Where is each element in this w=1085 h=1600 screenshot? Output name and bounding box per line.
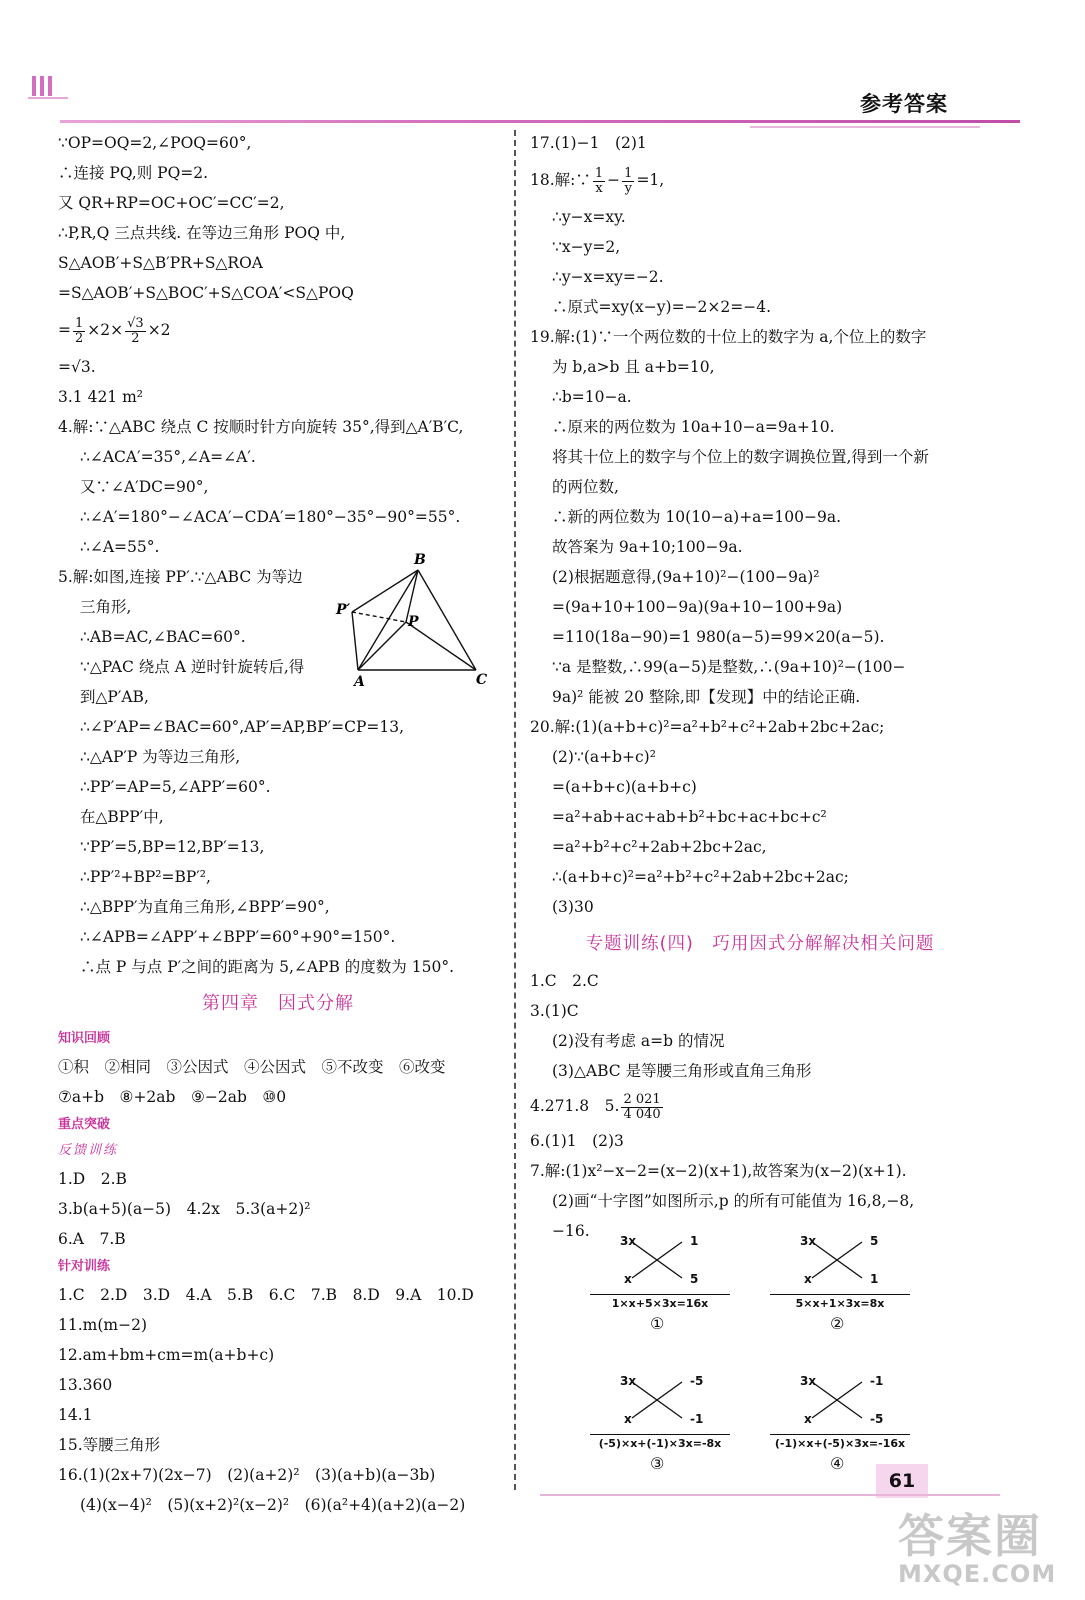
answer-line: 为 b,a>b 且 a+b=10, [552, 358, 715, 376]
fraction [593, 167, 605, 196]
answer-line: (2)没有考虑 a=b 的情况 [552, 1032, 725, 1050]
answer-line: 5.解:如图,连接 PP′.∵△ABC 为等边 [58, 568, 303, 586]
answer-line: ∴b=10−a. [552, 388, 632, 406]
answer-line: 的两位数, [552, 478, 619, 496]
cross-label: ③ [650, 1454, 665, 1473]
expression-text: 4.271.8 5. [530, 1097, 620, 1115]
answer-line: =(9a+10+100−9a)(9a+10−100+9a) [552, 598, 843, 616]
section-subheading: 反馈训练 [58, 1143, 119, 1158]
answer-line: 19.解:(1)∵一个两位数的十位上的数字为 a,个位上的数字 [530, 328, 927, 346]
fraction-denominator: 2 [75, 330, 84, 346]
expression-text: − [607, 171, 621, 189]
answer-line: 三角形, [80, 598, 132, 616]
expression-text: =1, [636, 171, 665, 189]
answer-line: 故答案为 9a+10;100−9a. [552, 538, 743, 556]
answer-line: ∴∠ACA′=35°,∠A=∠A′. [80, 448, 256, 466]
answer-line: ∴P,R,Q 三点共线. 在等边三角形 POQ 中, [58, 224, 346, 242]
answer-line: 9a)² 能被 20 整除,即【发现】中的结论正确. [552, 688, 861, 706]
answer-line: 12.am+bm+cm=m(a+b+c) [58, 1346, 275, 1364]
answer-line: 3.b(a+5)(a−5) 4.2x 5.3(a+2)² [58, 1200, 311, 1218]
answer-line: ∴原式=xy(x−y)=−2×2=−4. [552, 298, 772, 316]
answer-line: ∴连接 PQ,则 PQ=2. [58, 164, 209, 182]
cross-diagram [590, 1232, 730, 1352]
fraction-numerator: 2 021 [623, 1091, 661, 1107]
answer-line: (2)画“十字图”如图所示,p 的所有可能值为 16,8,−8, [552, 1192, 915, 1210]
section-heading: 针对训练 [58, 1259, 111, 1274]
watermark-url: MXQE.COM [898, 1560, 1057, 1588]
answer-line: ∴y−x=xy=−2. [552, 268, 664, 286]
answer-line: 3.1 421 m² [58, 388, 144, 406]
answer-line: 17.(1)−1 (2)1 [530, 134, 647, 152]
cross-label: ① [650, 1314, 665, 1333]
answer-line: ∴∠P′AP=∠BAC=60°,AP′=AP,BP′=CP=13, [80, 718, 405, 736]
cross-top-right: 1 [690, 1234, 699, 1248]
answer-line: 3.(1)C [530, 1002, 579, 1020]
cross-label: ② [830, 1314, 845, 1333]
answer-line: 11.m(m−2) [58, 1316, 147, 1334]
fraction-denominator: 4 040 [623, 1106, 661, 1122]
cross-top-right: 5 [870, 1234, 879, 1248]
fraction-denominator: y [624, 180, 632, 196]
answer-line: ∴y−x=xy. [552, 208, 626, 226]
cross-bottom-right: -1 [690, 1412, 704, 1426]
fraction [125, 317, 146, 346]
right-column [530, 128, 990, 1246]
answer-line: 又∵∠A′DC=90°, [80, 478, 209, 496]
fraction-line [58, 308, 498, 352]
answer-line: 又 QR+RP=OC+OC′=CC′=2, [58, 194, 285, 212]
vertex-label-p-prime: P′ [336, 602, 351, 618]
fraction-denominator: 2 [131, 330, 140, 346]
cross-lines-icon [770, 1372, 910, 1432]
fraction-numerator: √3 [127, 315, 144, 331]
answer-line: 4.解:∵△ABC 绕点 C 按顺时针方向旋转 35°,得到△A′B′C, [58, 418, 464, 436]
book-logo-icon [28, 68, 88, 108]
fraction-denominator: x [595, 180, 603, 196]
answer-line: ∵△PAC 绕点 A 逆时针旋转后,得 [80, 658, 305, 676]
answer-line: 1.D 2.B [58, 1170, 127, 1188]
answer-line: (3)30 [552, 898, 594, 916]
section-heading: 知识回顾 [58, 1031, 111, 1046]
answer-line: ∴AB=AC,∠BAC=60°. [80, 628, 246, 646]
answer-line: −16. [552, 1222, 590, 1240]
watermark-logo [898, 1500, 1078, 1595]
watermark-text: 答案圈 [898, 1509, 1042, 1563]
footer-rule [540, 1494, 1000, 1496]
answer-line: (2)∵(a+b+c)² [552, 748, 656, 766]
answer-line: ∵PP′=5,BP=12,BP′=13, [80, 838, 265, 856]
cross-top-left: 3x [800, 1374, 817, 1388]
triangle-figure [334, 550, 494, 690]
answer-line: 在△BPP′中, [80, 808, 164, 826]
cross-label: ④ [830, 1454, 845, 1473]
answer-line: ∴△AP′P 为等边三角形, [80, 748, 241, 766]
cross-top-left: 3x [620, 1234, 637, 1248]
expression-text: ×2× [87, 321, 124, 339]
cross-bottom-right: 5 [690, 1272, 699, 1286]
page-title: 参考答案 [860, 92, 948, 116]
cross-top-left: 3x [800, 1234, 817, 1248]
expression-text: 18.解:∵ [530, 171, 591, 189]
fraction-numerator: 1 [624, 165, 633, 181]
vertex-label-b: B [414, 552, 426, 568]
answer-line: ∴PP′²+BP²=BP′², [80, 868, 211, 886]
answer-line: ①积 ②相同 ③公因式 ④公因式 ⑤不改变 ⑥改变 [58, 1058, 446, 1076]
cross-top-right: -5 [690, 1374, 704, 1388]
answer-line: ∵a 是整数,∴99(a−5)是整数,∴(9a+10)²−(100− [552, 658, 906, 676]
answer-line: 6.A 7.B [58, 1230, 126, 1248]
answer-line: =a²+ab+ac+ab+b²+bc+ac+bc+c² [552, 808, 827, 826]
answer-line: 6.(1)1 (2)3 [530, 1132, 624, 1150]
answer-line: ∴点 P 与点 P′之间的距离为 5,∠APB 的度数为 150°. [80, 958, 454, 976]
answer-line: 1.C 2.C [530, 972, 599, 990]
answer-line: ∴∠APB=∠APP′+∠BPP′=60°+90°=150°. [80, 928, 396, 946]
vertex-label-p: P [408, 614, 419, 630]
answer-line: 14.1 [58, 1406, 93, 1424]
cross-equation: (-5)×x+(-1)×3x=-8x [590, 1434, 730, 1450]
cross-bottom-left: x [624, 1412, 632, 1426]
answer-line: 将其十位上的数字与个位上的数字调换位置,得到一个新 [552, 448, 929, 466]
chapter-title: 第四章 因式分解 [202, 993, 354, 1014]
cross-bottom-right: -5 [870, 1412, 884, 1426]
fraction-line [530, 1086, 990, 1126]
fraction [621, 1093, 662, 1122]
vertex-label-a: A [354, 674, 365, 690]
fraction [73, 317, 85, 346]
cross-lines-icon [590, 1232, 730, 1292]
answer-line: =a²+b²+c²+2ab+2bc+2ac, [552, 838, 767, 856]
left-column [58, 128, 498, 1520]
column-divider [514, 130, 516, 1490]
answer-line: ∴原来的两位数为 10a+10−a=9a+10. [552, 418, 835, 436]
expression-text: ×2 [147, 321, 171, 339]
answer-line: ∴PP′=AP=5,∠APP′=60°. [80, 778, 271, 796]
answer-line: 7.解:(1)x²−x−2=(x−2)(x+1),故答案为(x−2)(x+1). [530, 1162, 907, 1180]
cross-diagram [770, 1232, 910, 1352]
header-rule [60, 120, 1020, 123]
cross-equation: (-1)×x+(-5)×3x=-16x [770, 1434, 910, 1450]
cross-diagram [590, 1372, 730, 1492]
answer-line: 20.解:(1)(a+b+c)²=a²+b²+c²+2ab+2bc+2ac; [530, 718, 885, 736]
answer-line: 1.C 2.D 3.D 4.A 5.B 6.C 7.B 8.D 9.A 10.D [58, 1286, 474, 1304]
cross-bottom-right: 1 [870, 1272, 879, 1286]
answer-line: =√3. [58, 358, 96, 376]
cross-lines-icon [770, 1232, 910, 1292]
cross-bottom-left: x [804, 1412, 812, 1426]
section-title: 专题训练(四) 巧用因式分解解决相关问题 [585, 934, 935, 954]
cross-equation: 5×x+1×3x=8x [770, 1294, 910, 1310]
answer-line: ∵x−y=2, [552, 238, 621, 256]
cross-top-left: 3x [620, 1374, 637, 1388]
answer-line: 13.360 [58, 1376, 113, 1394]
equals-sign: = [58, 321, 71, 339]
answer-line: ∴∠A′=180°−∠ACA′−CDA′=180°−35°−90°=55°. [80, 508, 461, 526]
fraction-numerator: 1 [594, 165, 604, 181]
vertex-label-c: C [476, 672, 488, 688]
fraction-line [530, 158, 990, 202]
cross-bottom-left: x [624, 1272, 632, 1286]
fraction [622, 167, 634, 196]
answer-line: ⑦a+b ⑧+2ab ⑨−2ab ⑩0 [58, 1088, 287, 1106]
answer-line: 15.等腰三角形 [58, 1436, 161, 1454]
answer-line: S△AOB′+S△B′PR+S△ROA [58, 254, 263, 272]
answer-line: 到△P′AB, [80, 688, 149, 706]
answer-line: (2)根据题意得,(9a+10)²−(100−9a)² [552, 568, 820, 586]
cross-top-right: -1 [870, 1374, 884, 1388]
answer-line: ∴∠A=55°. [80, 538, 160, 556]
fraction-numerator: 1 [75, 315, 84, 331]
answer-line: ∴△BPP′为直角三角形,∠BPP′=90°, [80, 898, 330, 916]
answer-line: (4)(x−4)² (5)(x+2)²(x−2)² (6)(a²+4)(a+2)(a−2) [80, 1496, 466, 1514]
cross-equation: 1×x+5×3x=16x [590, 1294, 730, 1310]
answer-line: =(a+b+c)(a+b+c) [552, 778, 697, 796]
answer-line: ∴新的两位数为 10(10−a)+a=100−9a. [552, 508, 842, 526]
answer-line: ∴(a+b+c)²=a²+b²+c²+2ab+2bc+2ac; [552, 868, 849, 886]
section-heading: 重点突破 [58, 1117, 111, 1132]
cross-bottom-left: x [804, 1272, 812, 1286]
answer-line: (3)△ABC 是等腰三角形或直角三角形 [552, 1062, 812, 1080]
answer-line: =S△AOB′+S△BOC′+S△COA′<S△POQ [58, 284, 354, 302]
answer-line: 16.(1)(2x+7)(2x−7) (2)(a+2)² (3)(a+b)(a−3b) [58, 1466, 436, 1484]
cross-lines-icon [590, 1372, 730, 1432]
page-number: 61 [876, 1464, 928, 1498]
cross-diagrams [590, 1232, 920, 1502]
answer-line: =110(18a−90)=1 980(a−5)=99×20(a−5). [552, 628, 885, 646]
answer-line: ∵OP=OQ=2,∠POQ=60°, [58, 134, 252, 152]
